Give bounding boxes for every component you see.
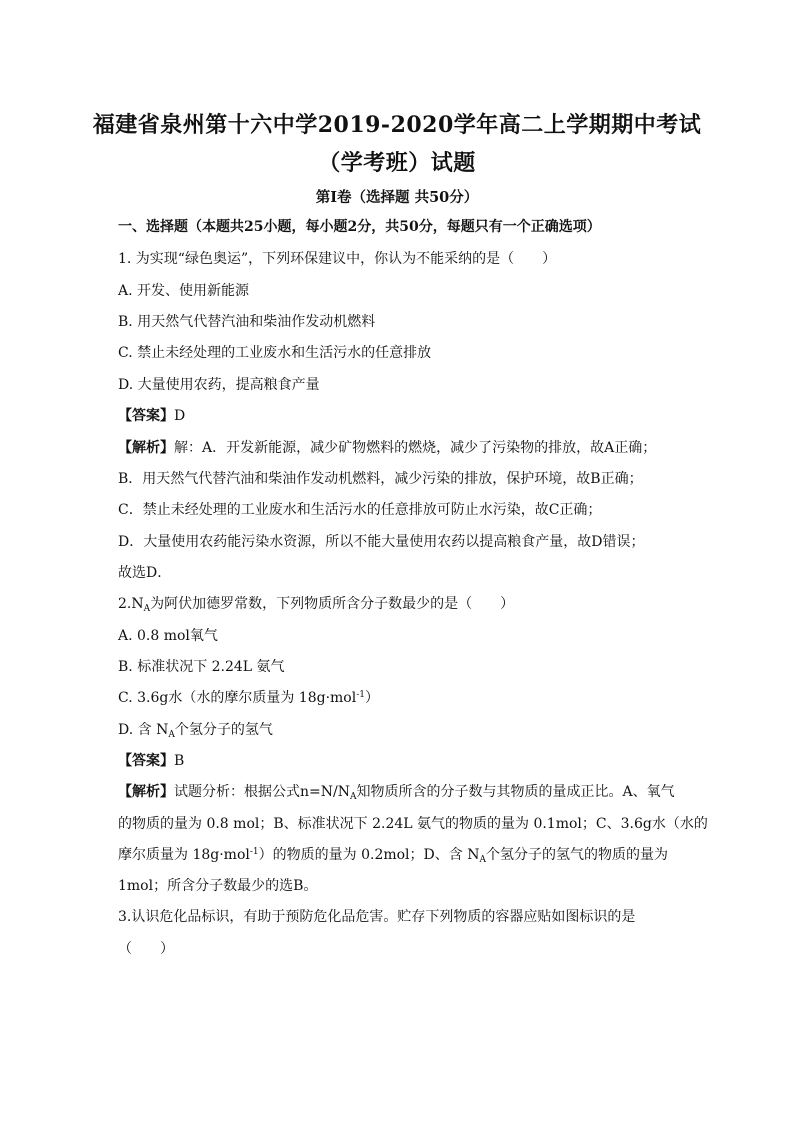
q2-stem-post: 为阿伏加德罗常数，下列物质所含分子数最少的是（ ）	[150, 596, 515, 612]
q2-an3-pre: 摩尔质量为 18g·mol	[118, 847, 250, 863]
q2-analysis-line-4: 1mol；所含分子数最少的选B。	[118, 878, 318, 894]
analysis-text: 解：A．开发新能源，减少矿物燃料的燃烧，减少了污染物的排放，故A正确；	[174, 440, 657, 456]
q1-analysis-line-4: D．大量使用农药能污染水资源，所以不能大量使用农药以提高粮食产量，故D错误；	[118, 534, 645, 550]
q1-option-c: C. 禁止未经处理的工业废水和生活污水的任意排放	[118, 345, 432, 361]
section-heading: 第Ⅰ卷（选择题 共50分）	[315, 189, 479, 206]
q1-option-d: D. 大量使用农药，提高粮食产量	[118, 377, 320, 393]
q2-an3-sup: -1	[249, 847, 259, 857]
analysis-label: 【解析】	[118, 440, 174, 456]
q2-analysis-line-1	[118, 781, 675, 802]
q2-an3-tail: 个氢分子的氢气的物质的量为	[485, 847, 668, 863]
q2-analysis-line-3	[118, 844, 668, 865]
q1-answer	[118, 405, 185, 425]
q1-analysis-line-1	[118, 437, 656, 457]
q2-stem	[118, 593, 514, 614]
q1-option-b: B. 用天然气代替汽油和柴油作发动机燃料	[118, 314, 376, 330]
answer-value: D	[174, 408, 186, 424]
q2-option-c-post: ）	[364, 690, 379, 706]
q2-option-c	[118, 687, 379, 707]
q2-an3-sub: A	[479, 855, 486, 865]
q2-option-d	[118, 719, 273, 740]
q2-an1-sub: A	[349, 792, 357, 802]
q2-option-d-pre: D. 含 N	[118, 722, 169, 738]
q2-answer	[118, 750, 184, 770]
q1-analysis-line-2: B．用天然气代替汽油和柴油作发动机燃料，减少污染的排放，保护环境，故B正确；	[118, 471, 643, 487]
q2-option-d-sub: A	[168, 730, 175, 740]
q2-stem-pre: 2.N	[118, 596, 144, 612]
q2-option-b: B. 标准状况下 2.24L 氨气	[118, 659, 285, 675]
q2-option-a: A. 0.8 mol氧气	[118, 628, 218, 644]
q1-option-a: A. 开发、使用新能源	[118, 283, 250, 299]
analysis-label: 【解析】	[118, 784, 174, 800]
part-heading: 一、选择题（本题共25小题，每小题2分，共50分，每题只有一个正确选项）	[118, 219, 601, 235]
q2-stem-sub: A	[143, 604, 151, 614]
answer-label: 【答案】	[118, 753, 174, 769]
document-subtitle: （学考班）试题	[318, 150, 476, 176]
q2-an1-pre: 试题分析：根据公式n=N/N	[174, 784, 350, 800]
q3-stem-line-1: 3.认识危化品标识，有助于预防危化品危害。贮存下列物质的容器应贴如图标识的是	[118, 909, 636, 925]
q2-option-c-sup: -1	[356, 690, 365, 700]
q2-option-d-post: 个氢分子的氢气	[174, 722, 273, 738]
answer-label: 【答案】	[118, 408, 174, 424]
q2-analysis-line-2: 的物质的量为 0.8 mol；B、标准状况下 2.24L 氨气的物质的量为 0.1mol；C、3.6g水（水的	[118, 816, 708, 832]
q2-an1-post: 知物质所含的分子数与其物质的量成正比。A、氧气	[356, 784, 675, 800]
q1-analysis-line-3: C．禁止未经处理的工业废水和生活污水的任意排放可防止水污染，故C正确；	[118, 502, 602, 518]
answer-value: B	[174, 753, 185, 769]
q1-analysis-line-5: 故选D．	[118, 565, 172, 581]
q3-stem-line-2: （ ）	[118, 941, 174, 957]
q2-option-c-pre: C. 3.6g水（水的摩尔质量为 18g·mol	[118, 690, 357, 706]
q2-an3-post: ）的物质的量为 0.2mol；D、含 N	[258, 847, 480, 863]
q1-stem: 1. 为实现“绿色奥运”，下列环保建议中，你认为不能采纳的是（ ）	[118, 251, 557, 267]
document-title: 福建省泉州第十六中学2019-2020学年高二上学期期中考试	[92, 112, 702, 138]
